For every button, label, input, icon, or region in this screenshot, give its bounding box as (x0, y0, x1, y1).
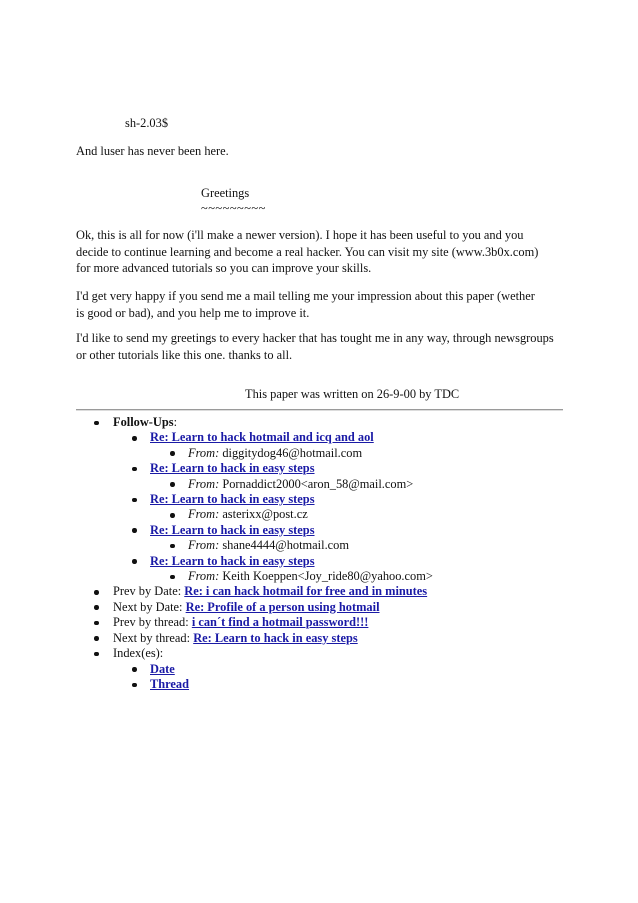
followups-colon: : (173, 415, 178, 429)
feedback-paragraph (76, 288, 576, 321)
followup-entry (0, 461, 638, 476)
paragraph-line: or other tutorials like this one. thanks to all. (76, 347, 293, 362)
from-value: Pornaddict2000<aron_58@mail.com> (222, 476, 414, 491)
paragraph-line: Ok, this is all for now (i'll make a newer version). I hope it has been useful to you and you (76, 228, 524, 242)
bullet-icon (132, 559, 137, 564)
followup-from (0, 446, 638, 461)
from-value: Keith Koeppen<Joy_ride80@yahoo.com> (222, 569, 433, 584)
from-label: From: (188, 445, 220, 460)
greetings-underline: ~~~~~~~~~ (201, 201, 266, 215)
bullet-icon (94, 652, 99, 657)
horizontal-divider (76, 409, 563, 411)
shell-prompt: sh-2.03$ (125, 116, 169, 130)
next-by-date-item (0, 600, 638, 615)
from-label: From: (188, 507, 220, 522)
bullet-icon (132, 467, 137, 472)
followups-label: Follow-Ups (113, 415, 174, 429)
bullet-icon (170, 482, 175, 487)
next-by-thread-label: Next by thread: (113, 630, 191, 645)
bullet-icon (132, 683, 137, 688)
bullet-icon (94, 590, 99, 595)
written-by-line: This paper was written on 26-9-00 by TDC (245, 387, 460, 401)
followup-from (0, 569, 638, 584)
prev-by-thread-label: Prev by thread: (113, 615, 189, 630)
followup-entry (0, 523, 638, 538)
prev-by-date-item (0, 584, 638, 599)
next-by-date-link[interactable]: Re: Profile of a person using hotmail (185, 599, 380, 614)
thanks-paragraph (76, 330, 576, 363)
closing-paragraph (76, 227, 576, 277)
followup-entry (0, 492, 638, 507)
bullet-icon (94, 621, 99, 626)
followup-from (0, 538, 638, 553)
followup-link[interactable]: Re: Learn to hack in easy steps (150, 522, 315, 537)
from-value: shane4444@hotmail.com (222, 538, 350, 553)
luser-line: And luser has never been here. (76, 144, 229, 158)
followup-link[interactable]: Re: Learn to hack in easy steps (150, 461, 315, 476)
followup-link[interactable]: Re: Learn to hack in easy steps (150, 492, 315, 507)
followup-from (0, 477, 638, 492)
paragraph-line: decide to continue learning and become a real hacker. You can visit my site (www.3b0x.com) (76, 244, 539, 259)
greetings-title: Greetings (201, 186, 250, 200)
index-entry (0, 662, 638, 677)
next-by-thread-item (0, 631, 638, 646)
prev-by-date-link[interactable]: Re: i can hack hotmail for free and in minutes (184, 584, 428, 599)
from-label: From: (188, 569, 220, 584)
from-label: From: (188, 476, 220, 491)
next-by-thread-link[interactable]: Re: Learn to hack in easy steps (193, 630, 358, 645)
followup-link[interactable]: Re: Learn to hack hotmail and icq and aol (150, 430, 374, 445)
bullet-icon (94, 636, 99, 641)
bullet-icon (170, 544, 175, 549)
from-value: diggitydog46@hotmail.com (222, 445, 363, 460)
index-item (0, 646, 638, 661)
bullet-icon (170, 513, 175, 518)
prev-by-thread-link[interactable]: i can´t find a hotmail password!!! (191, 615, 369, 630)
paragraph-line: I'd get very happy if you send me a mail telling me your impression about this paper (wether (76, 289, 535, 303)
paragraph-line: is good or bad), and you help me to improve it. (76, 305, 310, 320)
bullet-icon (132, 528, 137, 533)
bullet-icon (170, 575, 175, 580)
bullet-icon (94, 421, 99, 426)
index-date-link[interactable]: Date (150, 661, 175, 676)
bullet-icon (132, 498, 137, 503)
bullet-icon (170, 451, 175, 456)
index-entry (0, 677, 638, 692)
message-navigation-list (0, 415, 638, 692)
prev-by-thread-item (0, 615, 638, 630)
bullet-icon (94, 605, 99, 610)
followup-from (0, 507, 638, 522)
bullet-icon (132, 436, 137, 441)
from-label: From: (188, 538, 220, 553)
index-label: Index(es): (113, 646, 164, 661)
followups-item (0, 415, 638, 430)
paragraph-line: I'd like to send my greetings to every hacker that has tought me in any way, through newsgroups (76, 331, 554, 345)
prev-by-date-label: Prev by Date: (113, 584, 182, 599)
followup-entry (0, 554, 638, 569)
paragraph-line: for more advanced tutorials so you can improve your skills. (76, 261, 372, 275)
bullet-icon (132, 667, 137, 672)
index-thread-link[interactable]: Thread (150, 676, 190, 691)
from-value: asterixx@post.cz (222, 507, 308, 522)
followup-entry (0, 430, 638, 445)
followup-link[interactable]: Re: Learn to hack in easy steps (150, 553, 315, 568)
next-by-date-label: Next by Date: (113, 599, 183, 614)
